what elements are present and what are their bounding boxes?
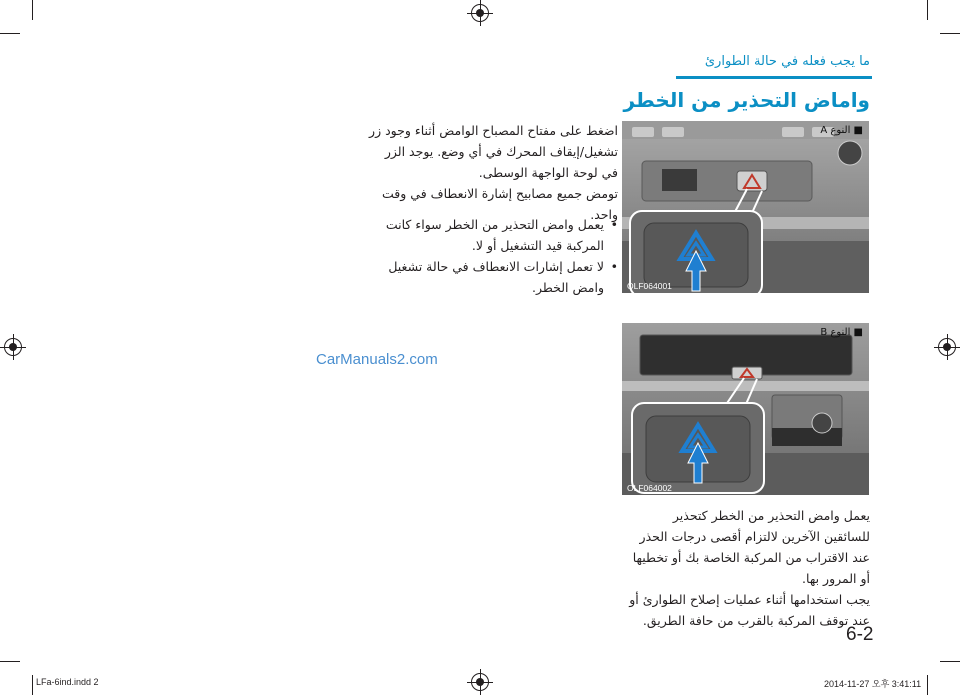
figure-type-a <box>622 121 869 293</box>
dashboard-photo <box>622 323 869 495</box>
intro-paragraph: اضغط على مفتاح المصباح الوامض أثناء وجود زر تشغيل/إيقاف المحرك في أي وضع. يوجد الزر في لوحة الواجهة الوسطى. تومض جميع مصابيح إشارة الانعطاف في وقت واحد. <box>369 123 618 222</box>
crop-mark <box>0 661 20 662</box>
figure-code: OLF064001 <box>627 281 672 291</box>
registration-mark-left <box>4 338 22 356</box>
bullet-item: • يعمل وامض التحذير من الخطر سواء كانت المركبة قيد التشغيل أو لا. <box>368 214 618 256</box>
chapter-title: ما يجب فعله في حالة الطوارئ <box>704 54 870 69</box>
figure-label: ■ النوع B <box>820 327 863 338</box>
page-number: 6-2 <box>846 624 874 645</box>
footer-datetime: 2014-11-27 오후 3:41:11 <box>824 679 922 689</box>
registration-mark-right <box>938 338 956 356</box>
registration-mark-bottom <box>471 673 489 691</box>
figure-label: ■ النوع A <box>820 125 863 136</box>
watermark: CarManuals2.com <box>316 351 438 368</box>
bullet-item: • لا تعمل إشارات الانعطاف في حالة تشغيل وامض الخطر. <box>368 256 618 298</box>
section-title: واماض التحذير من الخطر <box>623 88 870 112</box>
figure-type-b <box>622 323 869 495</box>
crop-mark <box>0 33 20 34</box>
header-rule <box>676 76 872 79</box>
figure-code: OLF064002 <box>627 483 672 493</box>
closing-paragraph: يعمل وامض التحذير من الخطر كتحذير للسائقين الآخرين لالتزام أقصى درجات الحذر عند الاقتراب من المركبة الخاصة بك أو تخطيها أو المرور بها. يجب استخدامها أثناء عمليات إصلاح الطوارئ أو عند توقف المركبة بالقرب من حافة الطريق. <box>629 508 870 628</box>
crop-mark <box>927 675 928 695</box>
bullet-list <box>368 214 618 298</box>
dashboard-photo <box>622 121 869 293</box>
registration-mark-top <box>471 4 489 22</box>
footer-filename: LFa-6ind.indd 2 <box>36 677 99 687</box>
crop-mark <box>32 675 33 695</box>
crop-mark <box>927 0 928 20</box>
crop-mark <box>32 0 33 20</box>
crop-mark <box>940 661 960 662</box>
crop-mark <box>940 33 960 34</box>
